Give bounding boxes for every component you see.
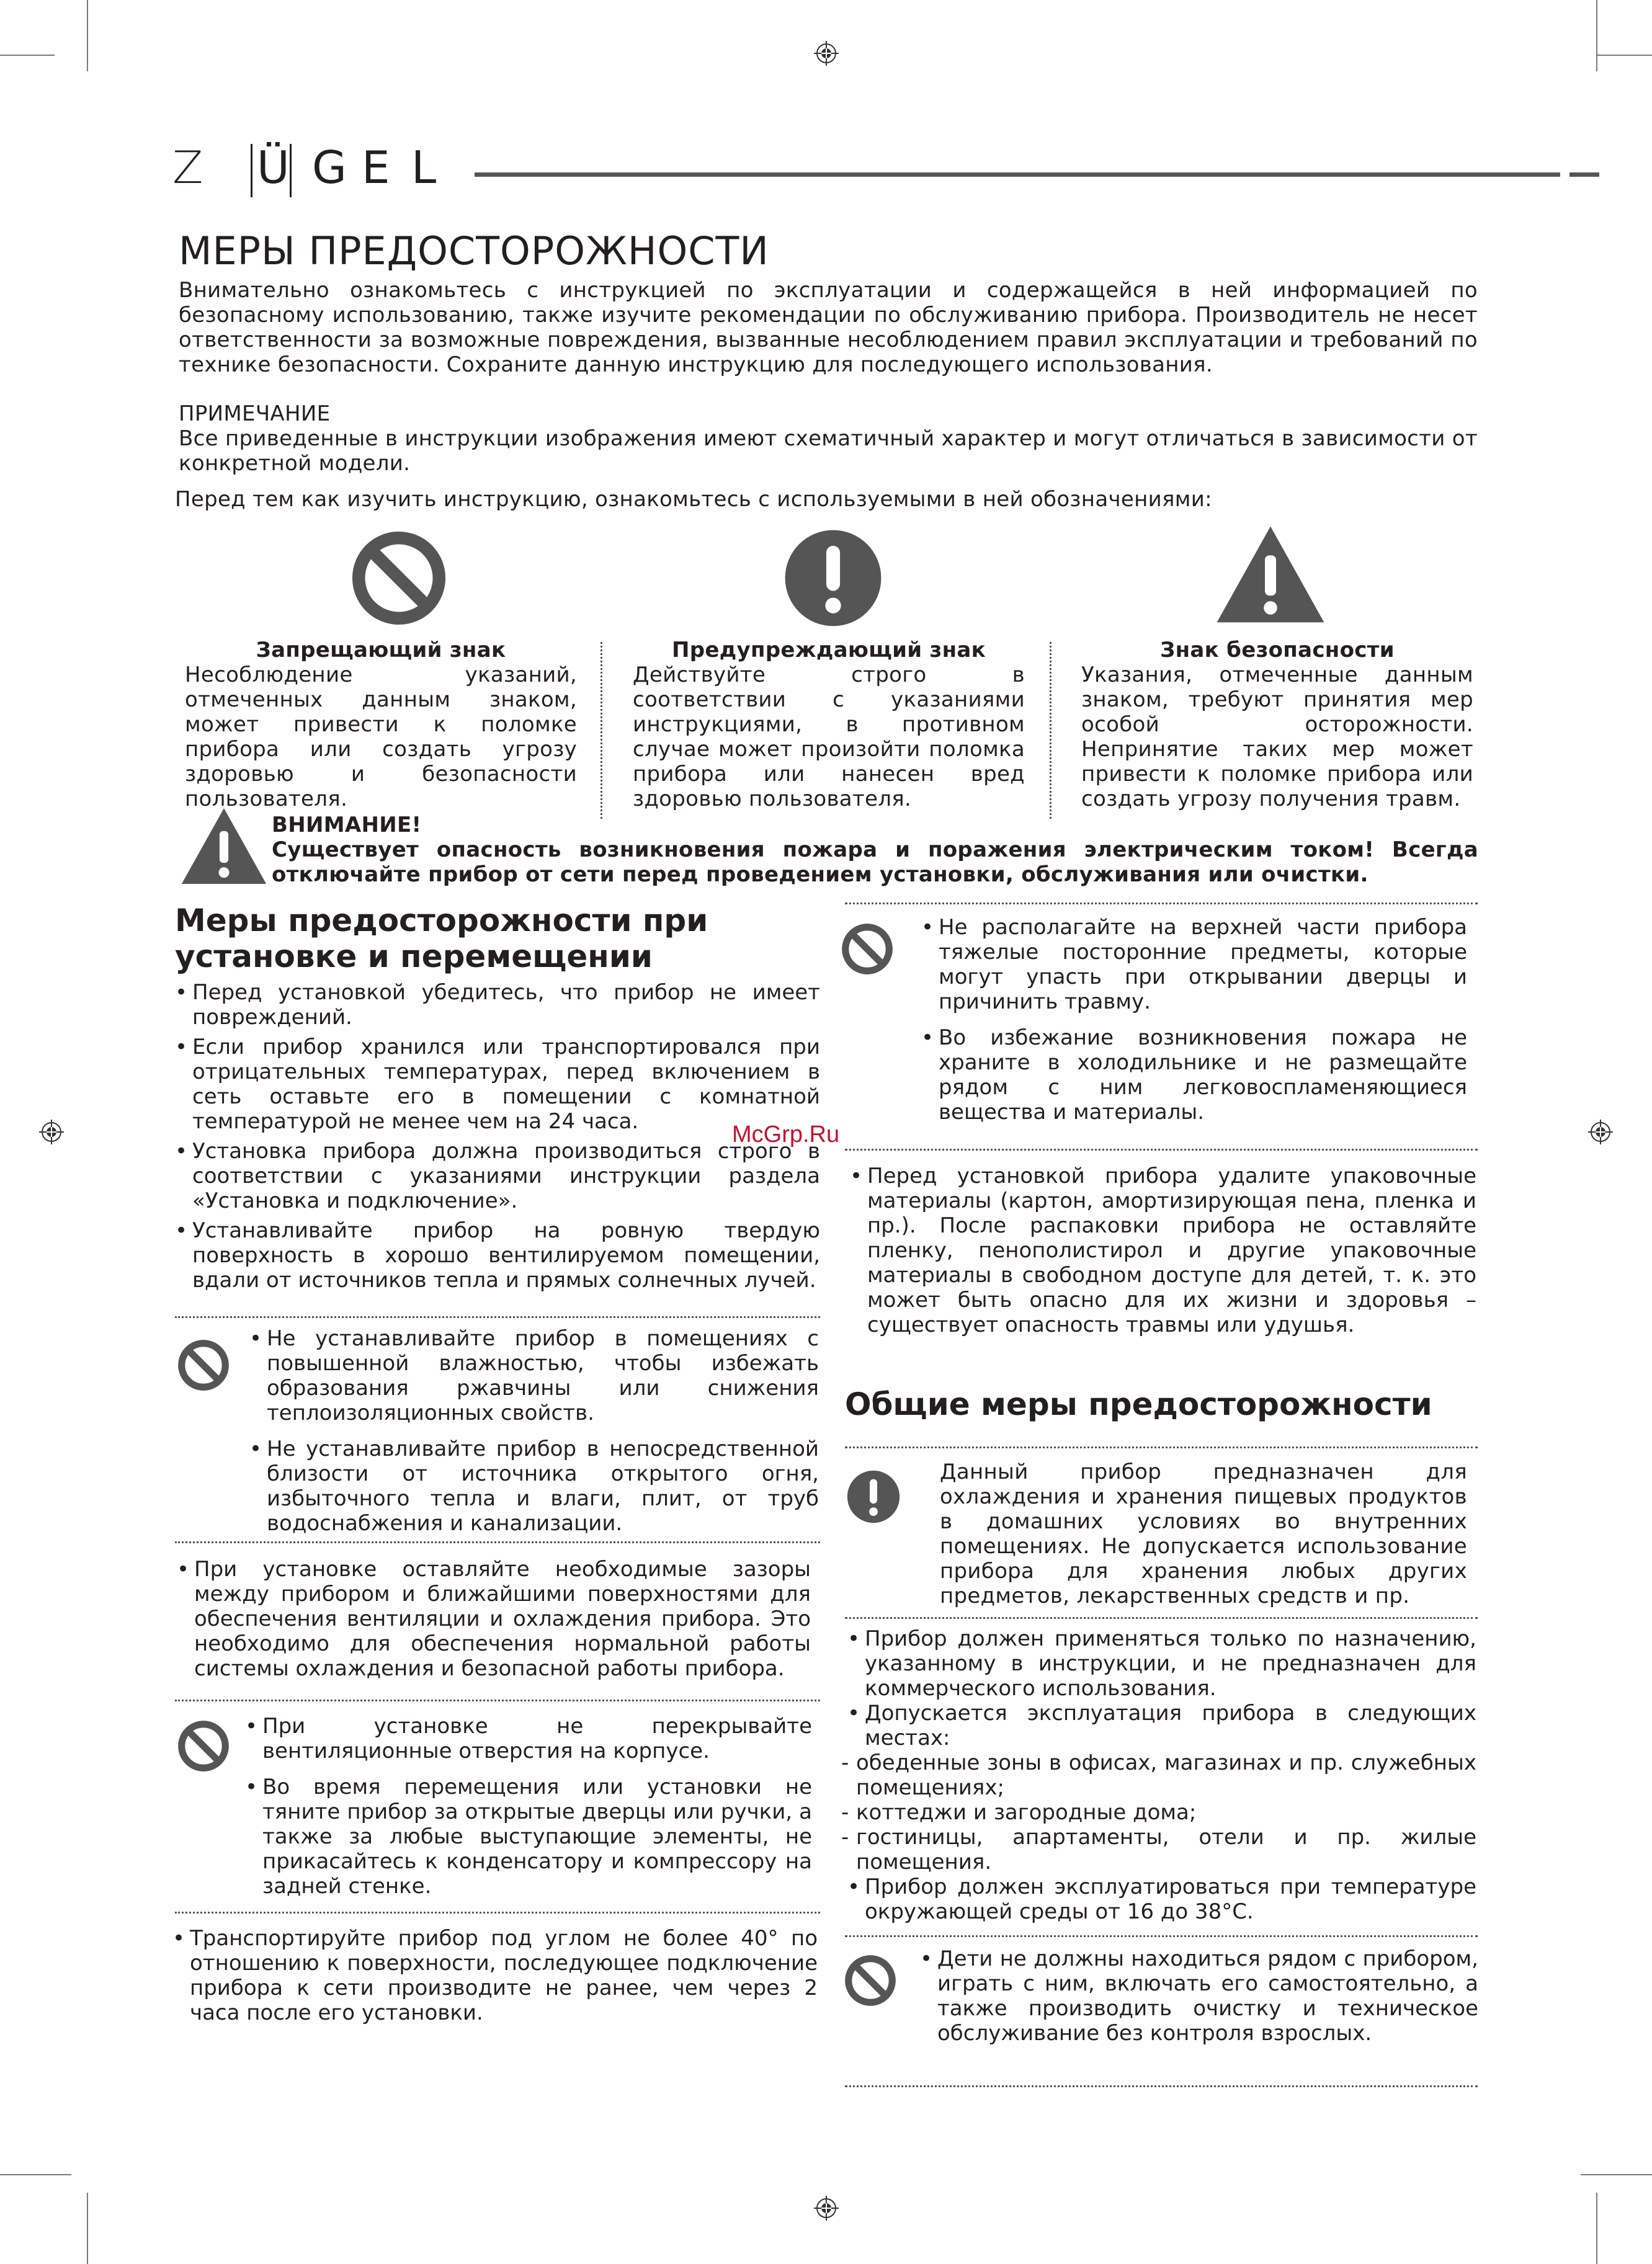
column-divider (601, 642, 602, 819)
column-divider (1050, 642, 1051, 819)
divider (175, 1700, 820, 1701)
header-rule (475, 172, 1560, 177)
sign-column-prohibit (185, 638, 577, 811)
list-item: • При установке оставляйте необходимые зазоры между прибором и ближайшими поверхностями для обеспечения вентиляции и охлаждения прибора. Это необходимо для обеспечения нормальной работы системы охлаждения и безопасной работы прибора. (177, 1557, 811, 1681)
allowed-places-list (839, 1750, 1476, 1874)
note-text: Все приведенные в инструкции изображения имеют схематичный характер и могут отличаться в зависимости от конкретной модели. (179, 426, 1478, 476)
registration-mark (814, 41, 839, 66)
divider (845, 2085, 1478, 2087)
sign-title: Знак безопасности (1160, 638, 1395, 662)
divider (175, 1541, 820, 1543)
logo-letter: E (362, 141, 390, 194)
list-item: • Не устанавливайте прибор в непосредственной близости от источника открытого огня, избыточного тепла и влаги, плит, от труб водоснабжения и канализации. (249, 1437, 819, 1536)
list-item: • Не располагайте на верхней части прибора тяжелые посторонние предметы, которые могут упасть при открывании дверцы и причинить травму. (921, 915, 1467, 1014)
logo-letter: Ü (257, 141, 290, 194)
list-item: • Дети не должны находиться рядом с прибором, играть с ним, включать его самостоятельно, а также производить очистку и техническое обслуживание без контроля взрослых. (920, 1946, 1478, 2046)
registration-mark (1588, 1120, 1613, 1144)
installation-list (175, 980, 820, 1298)
usage-list (847, 1874, 1476, 1924)
list-item: • Во время перемещения или установки не тяните прибор за открытые дверцы или ручки, а также за любые выступающие элементы, не прикасайтесь к конденсатору и компрессору на задней стенке. (245, 1775, 812, 1899)
sign-column-warning (633, 638, 1025, 811)
installation-list (177, 1557, 811, 1686)
divider (845, 1935, 1478, 1937)
sign-title: Запрещающий знак (256, 638, 506, 662)
legend-intro: Перед тем как изучить инструкцию, ознакомьтесь с используемыми в ней обозначениями: (175, 487, 1212, 512)
logo-letter: L (411, 141, 437, 194)
brand-logo (172, 141, 452, 197)
prohibition-box-list (249, 1326, 819, 1541)
registration-mark (39, 1120, 64, 1144)
divider (845, 1446, 1478, 1448)
crop-mark (87, 0, 88, 71)
usage-section (847, 1626, 1476, 1929)
general-info-text: Данный прибор предназначен для охлаждения и хранения пищевых продуктов в домашних условиях во внутренних помещениях. Не допускается использование прибора для хранения любых других предметов, лекарственных средств и пр. (940, 1460, 1467, 1608)
prohibition-box-list (920, 1946, 1478, 2051)
list-item: • Прибор должен эксплуатироваться при температуре окружающей среды от 16 до 38°C. (847, 1874, 1476, 1924)
list-item: • Если прибор хранился или транспортировался при отрицательных температурах, перед включением в сеть оставьте его в помещении с комнатной температурой не менее чем на 24 часа. (175, 1035, 820, 1134)
list-item: • Устанавливайте прибор на ровную твердую поверхность в хорошо вентилируемом помещении, вдали от источников тепла и прямых солнечных лучей. (175, 1218, 820, 1293)
list-item: • Во избежание возникновения пожара не храните в холодильнике и не размещайте рядом с ним легковоспламеняющиеся вещества и материалы. (921, 1025, 1467, 1125)
note-label: ПРИМЕЧАНИЕ (179, 401, 331, 426)
registration-mark (814, 2196, 839, 2221)
divider (845, 902, 1478, 904)
sign-title: Предупреждающий знак (672, 638, 986, 662)
sign-text: Действуйте строго в соответствии с указаниями инструкциями, в противном случае может произойти поломка прибора или нанесен вред здоровью пользователя. (633, 662, 1025, 811)
list-item: • Установка прибора должна производиться строго в соответствии с указаниями инструкции раздела «Установка и подключение». (175, 1139, 820, 1213)
divider (175, 1912, 820, 1914)
logo-letter: G (312, 141, 347, 194)
sign-text: Указания, отмеченные данным знаком, требуют принятия мер особой осторожности. Непринятие таких мер может привести к поломке прибора или создать угрозу получения травм. (1081, 662, 1473, 811)
crop-mark (1596, 2193, 1597, 2264)
crop-mark (87, 2193, 88, 2264)
section-heading-general: Общие меры предосторожности (845, 1386, 1432, 1422)
divider (845, 1149, 1478, 1151)
crop-mark (1596, 0, 1597, 71)
intro-paragraph: Внимательно ознакомьтесь с инструкцией по эксплуатации и содержащейся в ней информацией по безопасному использованию, также изучите рекомендации по обслуживанию прибора. Производитель не несет ответственности за возможные повреждения, вызванные несоблюдением правил эксплуатации и требований по технике безопасности. Сохраните данную инструкцию для последующего использования. (179, 278, 1478, 377)
installation-list (172, 1926, 818, 2030)
list-item: • Допускается эксплуатация прибора в следующих местах: (847, 1701, 1476, 1750)
page-title: МЕРЫ ПРЕДОСТОРОЖНОСТИ (179, 228, 769, 274)
logo-letter: Z (172, 141, 203, 194)
list-item: • Прибор должен применяться только по назначению, указанному в инструкции, и не предназначен для коммерческого использования. (847, 1626, 1476, 1701)
prohibition-icon (350, 529, 448, 627)
prohibition-icon (177, 1339, 230, 1392)
header-rule-end (1569, 172, 1599, 177)
attention-triangle-icon (180, 806, 268, 886)
list-item: • При установке не перекрывайте вентиляционные отверстия на корпусе. (245, 1714, 812, 1763)
prohibition-box-list (245, 1714, 812, 1904)
place-item: - коттеджи и загородные дома; (839, 1800, 1476, 1825)
exclamation-icon (784, 529, 882, 627)
section-heading-installation: Меры предосторожности при установке и перемещении (175, 902, 708, 974)
prohibition-icon (844, 1954, 897, 2007)
sign-column-safety (1081, 638, 1473, 811)
crop-mark (1597, 55, 1652, 56)
packaging-list (850, 1164, 1476, 1342)
exclamation-icon (847, 1470, 900, 1523)
prohibition-icon (841, 922, 894, 976)
sign-text: Несоблюдение указаний, отмеченных данным знаком, может привести к поломке прибора или создать угрозу здоровью и безопасности пользователя. (185, 662, 577, 811)
crop-mark (0, 55, 55, 56)
attention-label: ВНИМАНИЕ! (272, 813, 422, 837)
place-item: - гостиницы, апартаменты, отели и пр. жилые помещения. (839, 1825, 1476, 1874)
crop-mark (0, 2174, 71, 2175)
list-item: • Перед установкой прибора удалите упаковочные материалы (картон, амортизирующая пена, пленка и пр.). После распаковки прибора не оставляйте пленку, пенополистирол и другие упаковочные материалы в свободном доступе для детей, т. к. это может быть опасно для их жизни и здоровья – существует опасность травмы или удушья. (850, 1164, 1476, 1337)
divider (845, 1617, 1478, 1619)
list-item: • Транспортируйте прибор под углом не более 40° по отношению к поверхности, последующее подключение прибора к сети производите не ранее, чем через 2 часа после его установки. (172, 1926, 818, 2025)
prohibition-box-list (921, 915, 1467, 1130)
attention-text: Существует опасность возникновения пожара и поражения электрическим током! Всегда отключайте прибор от сети перед проведением установки, обслуживания или очистки. (272, 837, 1478, 887)
usage-list (847, 1626, 1476, 1750)
place-item: - обеденные зоны в офисах, магазинах и пр. служебных помещениях; (839, 1750, 1476, 1800)
prohibition-icon (177, 1719, 230, 1773)
list-item: • Перед установкой убедитесь, что прибор не имеет повреждений. (175, 980, 820, 1030)
divider (175, 1316, 820, 1318)
warning-triangle-icon (1215, 524, 1326, 625)
watermark: McGrp.Ru (732, 1121, 840, 1148)
crop-mark (1581, 2174, 1652, 2175)
list-item: • Не устанавливайте прибор в помещениях с повышенной влажностью, чтобы избежать образования ржавчины или снижения теплоизоляционных свойств. (249, 1326, 819, 1425)
